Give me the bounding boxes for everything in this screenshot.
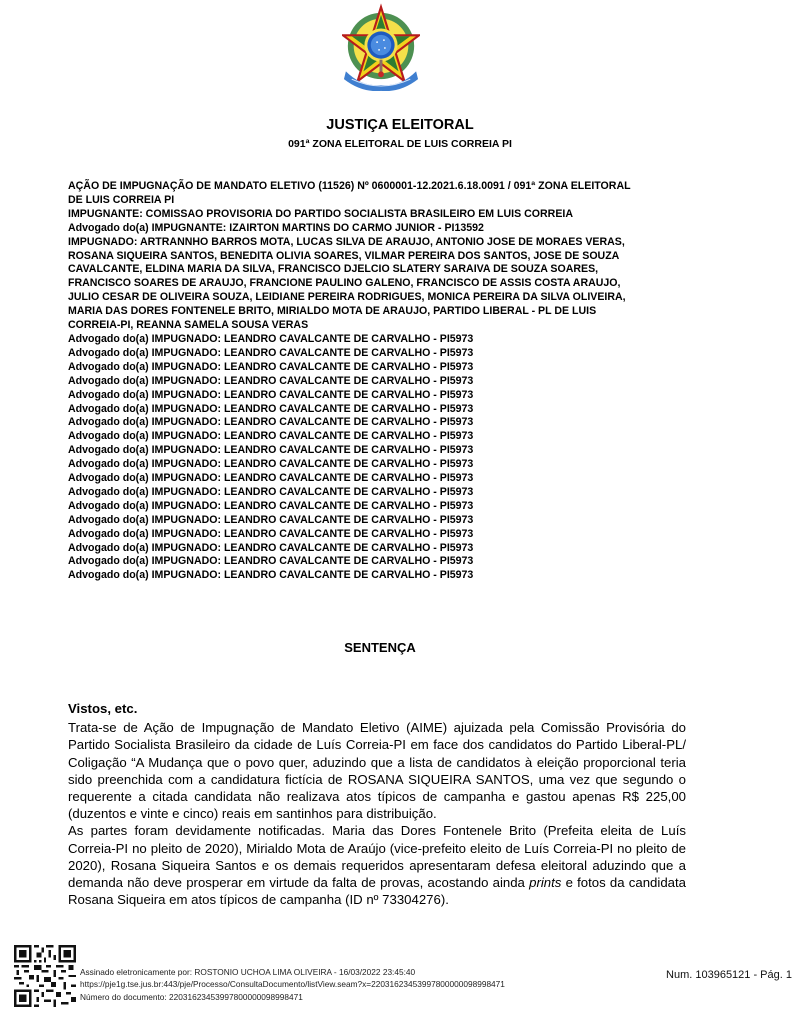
advogado-impugnado-line: Advogado do(a) IMPUGNADO: LEANDRO CAVALCANTE DE CARVALHO - PI5973	[68, 555, 474, 568]
advogado-impugnado-line: Advogado do(a) IMPUGNADO: LEANDRO CAVALCANTE DE CARVALHO - PI5973	[68, 541, 474, 554]
sentence-body	[68, 700, 686, 908]
vistos-line: Vistos, etc.	[68, 701, 138, 716]
page-number: Num. 103965121 - Pág. 1	[666, 969, 792, 981]
advogado-impugnado-line: Advogado do(a) IMPUGNADO: LEANDRO CAVALCANTE DE CARVALHO - PI5973	[68, 569, 474, 582]
advogado-impugnado-line: Advogado do(a) IMPUGNADO: LEANDRO CAVALCANTE DE CARVALHO - PI5973	[68, 458, 474, 471]
paragraph	[68, 822, 686, 908]
court-subtitle: 091ª ZONA ELEITORAL DE LUIS CORREIA PI	[288, 138, 512, 150]
impugnado-line: JULIO CESAR DE OLIVEIRA SOUZA, LEIDIANE PEREIRA RODRIGUES, MONICA PEREIRA DA SILVA OLIVEIRA,	[68, 291, 626, 304]
document-number-line: Número do documento: 22031623453997800000098998471	[80, 991, 303, 1002]
case-action-line: AÇÃO DE IMPUGNAÇÃO DE MANDATO ELETIVO (11526) Nº 0600001-12.2021.6.18.0091 / 091ª ZONA ELEITORAL	[68, 180, 631, 192]
advogado-impugnante-line: Advogado do(a) IMPUGNANTE: IZAIRTON MARTINS DO CARMO JUNIOR - PI13592	[68, 221, 484, 234]
signed-by-line: Assinado eletronicamente por: ROSTONIO UCHOA LIMA OLIVEIRA - 16/03/2022 23:45:40	[80, 967, 416, 977]
advogado-impugnado-line: Advogado do(a) IMPUGNADO: LEANDRO CAVALCANTE DE CARVALHO - PI5973	[68, 388, 474, 401]
advogado-impugnado-line: Advogado do(a) IMPUGNADO: LEANDRO CAVALCANTE DE CARVALHO - PI5973	[68, 499, 474, 512]
paragraph-italic-term: prints	[529, 875, 562, 891]
advogado-impugnado-line: Advogado do(a) IMPUGNADO: LEANDRO CAVALCANTE DE CARVALHO - PI5973	[68, 374, 474, 387]
court-title: JUSTIÇA ELEITORAL	[326, 117, 474, 133]
impugnado-line: CAVALCANTE, ELDINA MARIA DA SILVA, FRANCISCO DJELCIO SLATERY SARAIVA DE SOUZA SOARES,	[68, 263, 599, 276]
paragraph-text: e fotos da candidata Rosana Siqueira em atos típicos de campanha (ID nº 73304276).	[68, 875, 686, 908]
signature-footer	[80, 966, 505, 1003]
advogado-impugnado-line: Advogado do(a) IMPUGNADO: LEANDRO CAVALCANTE DE CARVALHO - PI5973	[68, 332, 474, 345]
impugnado-line: MARIA DAS DORES FONTENELE BRITO, MIRIALDO MOTA DE ARAUJO, PARTIDO LIBERAL - PL DE LUIS	[68, 305, 597, 318]
qr-code-icon[interactable]	[14, 943, 76, 1009]
sentence-heading: SENTENÇA	[344, 640, 416, 655]
advogado-impugnado-line: Advogado do(a) IMPUGNADO: LEANDRO CAVALCANTE DE CARVALHO - PI5973	[68, 527, 474, 540]
paragraph: Trata-se de Ação de Impugnação de Mandato Eletivo (AIME) ajuizada pela Comissão Provisória do Partido Socialista Brasileiro da cidade de Luís Correia-PI em face dos candidatos do Partido Liberal-PL/ Coligação “A Mudança que o povo quer, aduzindo que a lista de candidatos à eleição proporcional teria sido preenchida com a candidatura fictícia de ROSANA SIQUEIRA SANTOS, uma vez que segundo o requerente a citada candidata não realizava atos típicos de campanha e gastou apenas R$ 225,00 (duzentos e vinte e cinco) reais em santinhos para distribuição.	[68, 720, 686, 822]
paragraph-text: As partes foram devidamente notificadas. Maria das Dores Fontenele Brito (Prefeita eleita de Luís Correia-PI no pleito de 2020), Mirialdo Mota de Araújo (vice-prefeito eleito de Luís Correia-PI no pleito de 2020), Rosana Siqueira Santos e os demais requeridos apresentaram defesa eleitoral aduzindo que a demanda não deve prosperar em virtude da falta de provas, acostando ainda	[68, 823, 686, 891]
impugnado-block	[68, 236, 708, 333]
case-action-line: DE LUIS CORREIA PI	[68, 193, 175, 206]
advogado-impugnado-line: Advogado do(a) IMPUGNADO: LEANDRO CAVALCANTE DE CARVALHO - PI5973	[68, 444, 474, 457]
impugnado-line: ROSANA SIQUEIRA SANTOS, BENEDITA OLIVIA SOARES, VILMAR PEREIRA DOS SANTOS, JOSE DE SOUZA	[68, 249, 620, 262]
brazil-coat-of-arms-icon	[342, 3, 420, 91]
advogado-impugnado-line: Advogado do(a) IMPUGNADO: LEANDRO CAVALCANTE DE CARVALHO - PI5973	[68, 346, 474, 359]
case-caption	[68, 180, 708, 583]
advogados-impugnado-list	[68, 333, 708, 583]
advogado-impugnado-line: Advogado do(a) IMPUGNADO: LEANDRO CAVALCANTE DE CARVALHO - PI5973	[68, 360, 474, 373]
document-url-link[interactable]: https://pje1g.tse.jus.br:443/pje/Processo/ConsultaDocumento/listView.seam?x=22031623453997800000098998471	[80, 979, 505, 990]
advogado-impugnado-line: Advogado do(a) IMPUGNADO: LEANDRO CAVALCANTE DE CARVALHO - PI5973	[68, 416, 474, 429]
impugnado-line: CORREIA-PI, REANNA SAMELA SOUSA VERAS	[68, 319, 309, 332]
impugnante-line: IMPUGNANTE: COMISSAO PROVISORIA DO PARTIDO SOCIALISTA BRASILEIRO EM LUIS CORREIA	[68, 207, 573, 220]
advogado-impugnado-line: Advogado do(a) IMPUGNADO: LEANDRO CAVALCANTE DE CARVALHO - PI5973	[68, 513, 474, 526]
advogado-impugnado-line: Advogado do(a) IMPUGNADO: LEANDRO CAVALCANTE DE CARVALHO - PI5973	[68, 402, 474, 415]
impugnado-line: IMPUGNADO: ARTRANNHO BARROS MOTA, LUCAS SILVA DE ARAUJO, ANTONIO JOSE DE MORAES VERAS,	[68, 235, 625, 248]
advogado-impugnado-line: Advogado do(a) IMPUGNADO: LEANDRO CAVALCANTE DE CARVALHO - PI5973	[68, 485, 474, 498]
impugnado-line: FRANCISCO SOARES DE ARAUJO, FRANCIONE PAULINO GALENO, FRANCISCO DE ASSIS COSTA ARAUJO,	[68, 277, 621, 290]
advogado-impugnado-line: Advogado do(a) IMPUGNADO: LEANDRO CAVALCANTE DE CARVALHO - PI5973	[68, 430, 474, 443]
advogado-impugnado-line: Advogado do(a) IMPUGNADO: LEANDRO CAVALCANTE DE CARVALHO - PI5973	[68, 472, 474, 485]
